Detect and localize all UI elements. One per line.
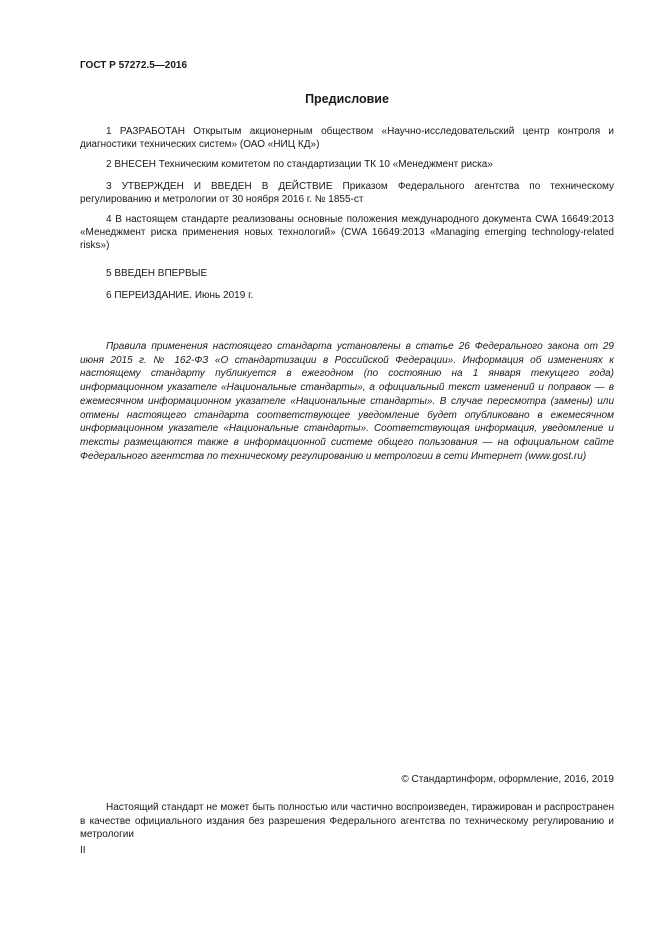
copyright-line: © Стандартинформ, оформление, 2016, 2019: [401, 774, 614, 785]
foreword-item-6: 6 ПЕРЕИЗДАНИЕ. Июнь 2019 г.: [106, 290, 254, 301]
usage-rules-notice: Правила применения настоящего стандарта установлены в статье 26 Федерального закона от 29 июня 2015 г. № 162-ФЗ «О стандартизации в Российской Федерации». Информация об изменениях к настоящему стандарту публикуется в ежегодном (по состоянию на 1 января текущего года) информационном указателе «Национальные стандарты», а официальный текст изменений и поправок — в ежемесячном информационном указателе «Национальные стандарты». В случае пересмотра (замены) или отмены настоящего стандарта соответствующее уведомление будет опубликовано в ежемесячном информационном указателе «Национальные стандарты». Соответствующая информация, уведомление и тексты размещаются также в информационной системе общего пользования — на официальном сайте Федерального агентства по техническому регулированию и метрологии в сети Интернет (www.gost.ru): [80, 341, 614, 462]
foreword-item-1: 1 РАЗРАБОТАН Открытым акционерным обществом «Научно-исследовательский центр контроля и диагностики технических систем» (ОАО «НИЦ КД»): [80, 126, 614, 150]
foreword-item-2: 2 ВНЕСЕН Техническим комитетом по стандартизации ТК 10 «Менеджмент риска»: [106, 159, 493, 170]
foreword-item-3: 3 УТВЕРЖДЕН И ВВЕДЕН В ДЕЙСТВИЕ Приказом Федерального агентства по техническому регулированию и метрологии от 30 ноября 2016 г. № 1855-ст: [80, 181, 614, 205]
section-title: Предисловие: [305, 92, 389, 106]
document-code: ГОСТ Р 57272.5—2016: [80, 60, 188, 71]
foreword-item-4: 4 В настоящем стандарте реализованы основные положения международного документа CWA 16649:2013 «Менеджмент риска применения новых технологий» (CWA 16649:2013 «Managing emerging technology-related risks»): [80, 214, 614, 251]
reprint-restriction: Настоящий стандарт не может быть полностью или частично воспроизведен, тиражирован и распространен в качестве официального издания без разрешения Федерального агентства по техническому регулированию и метрологии: [80, 802, 614, 840]
foreword-item-5: 5 ВВЕДЕН ВПЕРВЫЕ: [106, 268, 208, 279]
page-number: II: [80, 845, 86, 856]
